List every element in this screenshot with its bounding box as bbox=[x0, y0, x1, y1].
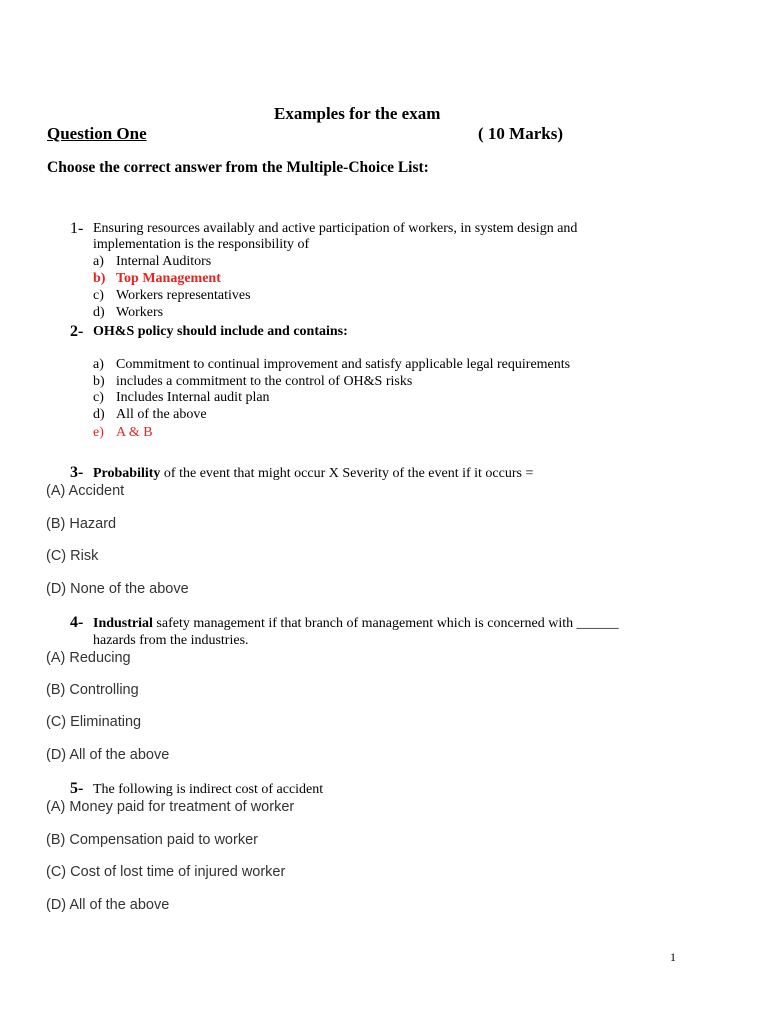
q4-option-b: (B) Controlling bbox=[46, 682, 139, 698]
option-text: includes a commitment to the control of OH&S risks bbox=[116, 374, 413, 389]
option-text: A & B bbox=[116, 425, 153, 440]
q1-text-line2: implementation is the responsibility of bbox=[93, 237, 310, 252]
q4-number: 4- bbox=[70, 614, 84, 631]
q1-number: 1- bbox=[70, 220, 84, 237]
option-text: Top Management bbox=[116, 271, 221, 286]
option-letter: a) bbox=[93, 357, 104, 372]
q4-option-d: (D) All of the above bbox=[46, 747, 170, 763]
q1-option-d bbox=[93, 305, 163, 321]
q2-option-b bbox=[93, 374, 412, 390]
q5-option-b: (B) Compensation paid to worker bbox=[46, 832, 258, 848]
option-letter: d) bbox=[93, 305, 105, 320]
q5-option-d: (D) All of the above bbox=[46, 897, 170, 913]
question-one-heading: Question One bbox=[47, 124, 147, 143]
q2-option-e-answer bbox=[93, 425, 153, 441]
q4-bold-word: Industrial bbox=[93, 616, 153, 631]
q4-text-line1 bbox=[93, 616, 619, 632]
page-number: 1 bbox=[670, 950, 676, 964]
option-text: Workers bbox=[116, 305, 164, 320]
q2-text: OH&S policy should include and contains: bbox=[93, 324, 348, 339]
option-letter: c) bbox=[93, 288, 104, 303]
page-title: Examples for the exam bbox=[274, 104, 441, 123]
option-text: Internal Auditors bbox=[116, 254, 212, 269]
q3-option-c: (C) Risk bbox=[46, 548, 99, 564]
marks-label: ( 10 Marks) bbox=[478, 124, 563, 143]
q4-option-a: (A) Reducing bbox=[46, 650, 131, 666]
option-text: Commitment to continual improvement and satisfy applicable legal requirements bbox=[116, 357, 571, 372]
option-text: Includes Internal audit plan bbox=[116, 390, 270, 405]
option-text: All of the above bbox=[116, 407, 207, 422]
q3-number: 3- bbox=[70, 464, 84, 481]
q5-option-c: (C) Cost of lost time of injured worker bbox=[46, 864, 286, 880]
q5-text: The following is indirect cost of accident bbox=[93, 782, 324, 797]
q2-option-d bbox=[93, 407, 207, 423]
instruction-text: Choose the correct answer from the Multiple-Choice List: bbox=[47, 159, 429, 176]
q3-rest: of the event that might occur X Severity of the event if it occurs = bbox=[160, 466, 534, 481]
q2-option-c bbox=[93, 390, 270, 406]
q2-option-a bbox=[93, 357, 570, 373]
q1-option-b-answer bbox=[93, 271, 221, 287]
q2-number: 2- bbox=[70, 323, 84, 340]
option-letter: b) bbox=[93, 271, 106, 286]
option-letter: e) bbox=[93, 425, 104, 440]
q4-text-line2: hazards from the industries. bbox=[93, 633, 249, 648]
q5-number: 5- bbox=[70, 780, 84, 797]
q3-option-a: (A) Accident bbox=[46, 483, 125, 499]
option-letter: d) bbox=[93, 407, 105, 422]
q5-option-a: (A) Money paid for treatment of worker bbox=[46, 799, 295, 815]
q3-text bbox=[93, 466, 533, 482]
option-text: Workers representatives bbox=[116, 288, 251, 303]
q3-option-d: (D) None of the above bbox=[46, 581, 189, 597]
option-letter: c) bbox=[93, 390, 104, 405]
option-letter: b) bbox=[93, 374, 105, 389]
q1-text-line1: Ensuring resources availably and active participation of workers, in system design and bbox=[93, 221, 578, 236]
q1-option-c bbox=[93, 288, 251, 304]
q3-bold-word: Probability bbox=[93, 466, 161, 481]
q4-rest: safety management if that branch of management which is concerned with ______ bbox=[152, 616, 619, 631]
option-letter: a) bbox=[93, 254, 104, 269]
q1-option-a bbox=[93, 254, 211, 270]
q3-option-b: (B) Hazard bbox=[46, 516, 117, 532]
q4-option-c: (C) Eliminating bbox=[46, 714, 142, 730]
